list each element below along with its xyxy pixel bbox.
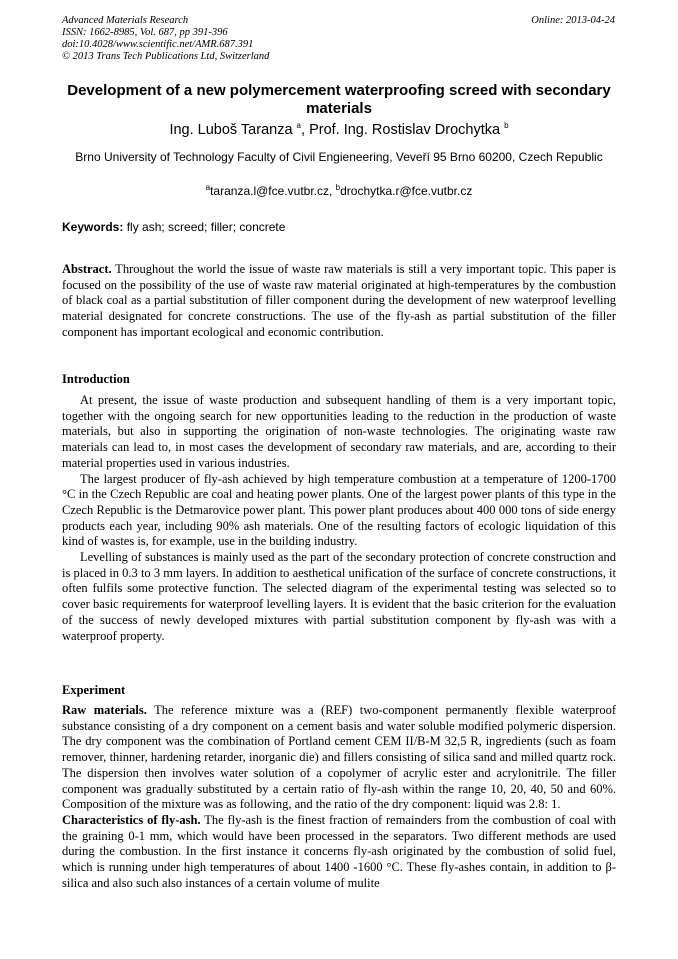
author-2: Prof. Ing. Rostislav Drochytka bbox=[309, 122, 501, 138]
abstract-text: Throughout the world the issue of waste raw materials is still a very important topic. This paper is focused on the possibility of the use of waste raw material originated at high-temperatures by the combustion of black coal as a partial substitution of filler component during the development of new waterproof levelling material designated for concrete constructions. The use of the fly-ash as partial substitution of the filler component has important ecological and economic contribution. bbox=[62, 262, 616, 339]
email-a-sup: a bbox=[205, 183, 211, 192]
author-1-sup: a bbox=[296, 121, 301, 131]
copyright-line: © 2013 Trans Tech Publications Ltd, Switzerland bbox=[62, 51, 270, 62]
abstract bbox=[62, 262, 616, 341]
email-b[interactable]: drochytka.r@fce.vutbr.cz bbox=[340, 184, 473, 198]
keywords-text: fly ash; screed; filler; concrete bbox=[123, 220, 286, 234]
email-a[interactable]: taranza.l@fce.vutbr.cz, bbox=[210, 184, 336, 198]
intro-paragraph: Levelling of substances is mainly used as the part of the secondary protection of concrete construction and is placed in 0.3 to 3 mm layers. In addition to aesthetical unification of the surface of concrete constructions, it often fulfils some protective function. The selected diagram of the experimental testing was selected so to cover basic requirements for waterproof levelling layers. It is evident that the basic criterion for the evaluation of the success of newly developed mixtures with partial substitution component by fly-ash was with a waterproof property. bbox=[62, 550, 616, 643]
author-2-sup: b bbox=[504, 121, 509, 131]
introduction-heading: Introduction bbox=[62, 372, 130, 386]
introduction-body bbox=[62, 393, 616, 644]
online-date: Online: 2013-04-24 bbox=[531, 15, 615, 26]
abstract-label: Abstract. bbox=[62, 262, 112, 276]
keywords-label: Keywords: bbox=[62, 220, 124, 234]
journal-name: Advanced Materials Research bbox=[62, 15, 189, 26]
raw-materials-text: The reference mixture was a (REF) two-component permanently flexible waterproof substance consisting of a dry component on a cement basis and water soluble modified polymeric dispersion. The dry component was the combination of Portland cement CEM II/B-M 32,5 R, ingredients (such as foam remover, thinner, hardening retarder, inorganic die) and fillers consisting of silica sand and milled quartz rock. The dispersion then involves water solution of a copolymer of acrylic ester and acrylonitrile. The filler component was gradually substituted by a certain ratio of fly-ash within the range 10, 20, 40, 50 and 60%. Composition of the mixture was as following, and the ratio of the dry component: liquid was 2.8: 1. bbox=[62, 703, 616, 812]
doi-line: doi:10.4028/www.scientific.net/AMR.687.391 bbox=[62, 39, 254, 50]
raw-materials-label: Raw materials. bbox=[62, 703, 147, 717]
paper-title: Development of a new polymercement waterproofing screed with secondary materials bbox=[67, 82, 611, 117]
intro-paragraph: The largest producer of fly-ash achieved by high temperature combustion at a temperature of 1200-1700 °C in the Czech Republic are coal and heating power plants. One of the largest power plants of this type in the Czech Republic is the Detmarovice power plant. This power plant produces about 400 000 tons of side energy products each year, including 90% ash materials. One of the resulting factors of ecologic liquidation of this kind of wastes is, for example, use in the building industry. bbox=[62, 471, 616, 549]
author-emails bbox=[62, 184, 616, 199]
author-list bbox=[62, 122, 616, 139]
keywords bbox=[62, 220, 616, 235]
author-separator: , bbox=[301, 122, 310, 138]
journal-header bbox=[62, 15, 269, 63]
affiliation: Brno University of Technology Faculty of Civil Engieneering, Veveří 95 Brno 60200, Czech Republic bbox=[75, 150, 603, 164]
email-b-sup: b bbox=[335, 183, 341, 192]
fly-ash-text: The fly-ash is the finest fraction of remainders from the combustion of coal with the graining 0-1 mm, which would have been processed in the separators. Two different methods are used during the combustion. In the first instance it concerns fly-ash originated by the combustion of solid fuel, which is running under high temperatures of about 1400 -1600 °C. These fly-ashes contain, in addition to β-silica and also such also instances of a certain volume of mulite bbox=[62, 812, 617, 890]
experiment-body bbox=[62, 703, 616, 891]
author-1: Ing. Luboš Taranza bbox=[169, 122, 293, 138]
fly-ash-label: Characteristics of fly-ash. bbox=[62, 812, 201, 827]
issn-line: ISSN: 1662-8985, Vol. 687, pp 391-396 bbox=[62, 27, 228, 38]
intro-paragraph: At present, the issue of waste production and subsequent handling of them is a very important topic, together with the ongoing search for new opportunities leading to the reduction in the production of waste materials, but also in supporting the origination of non-waste technologies. The originating waste raw materials can lead to, in most cases the development of secondary raw materials, and are, according to their material properties used in various industries. bbox=[62, 393, 616, 470]
experiment-heading: Experiment bbox=[62, 683, 126, 697]
